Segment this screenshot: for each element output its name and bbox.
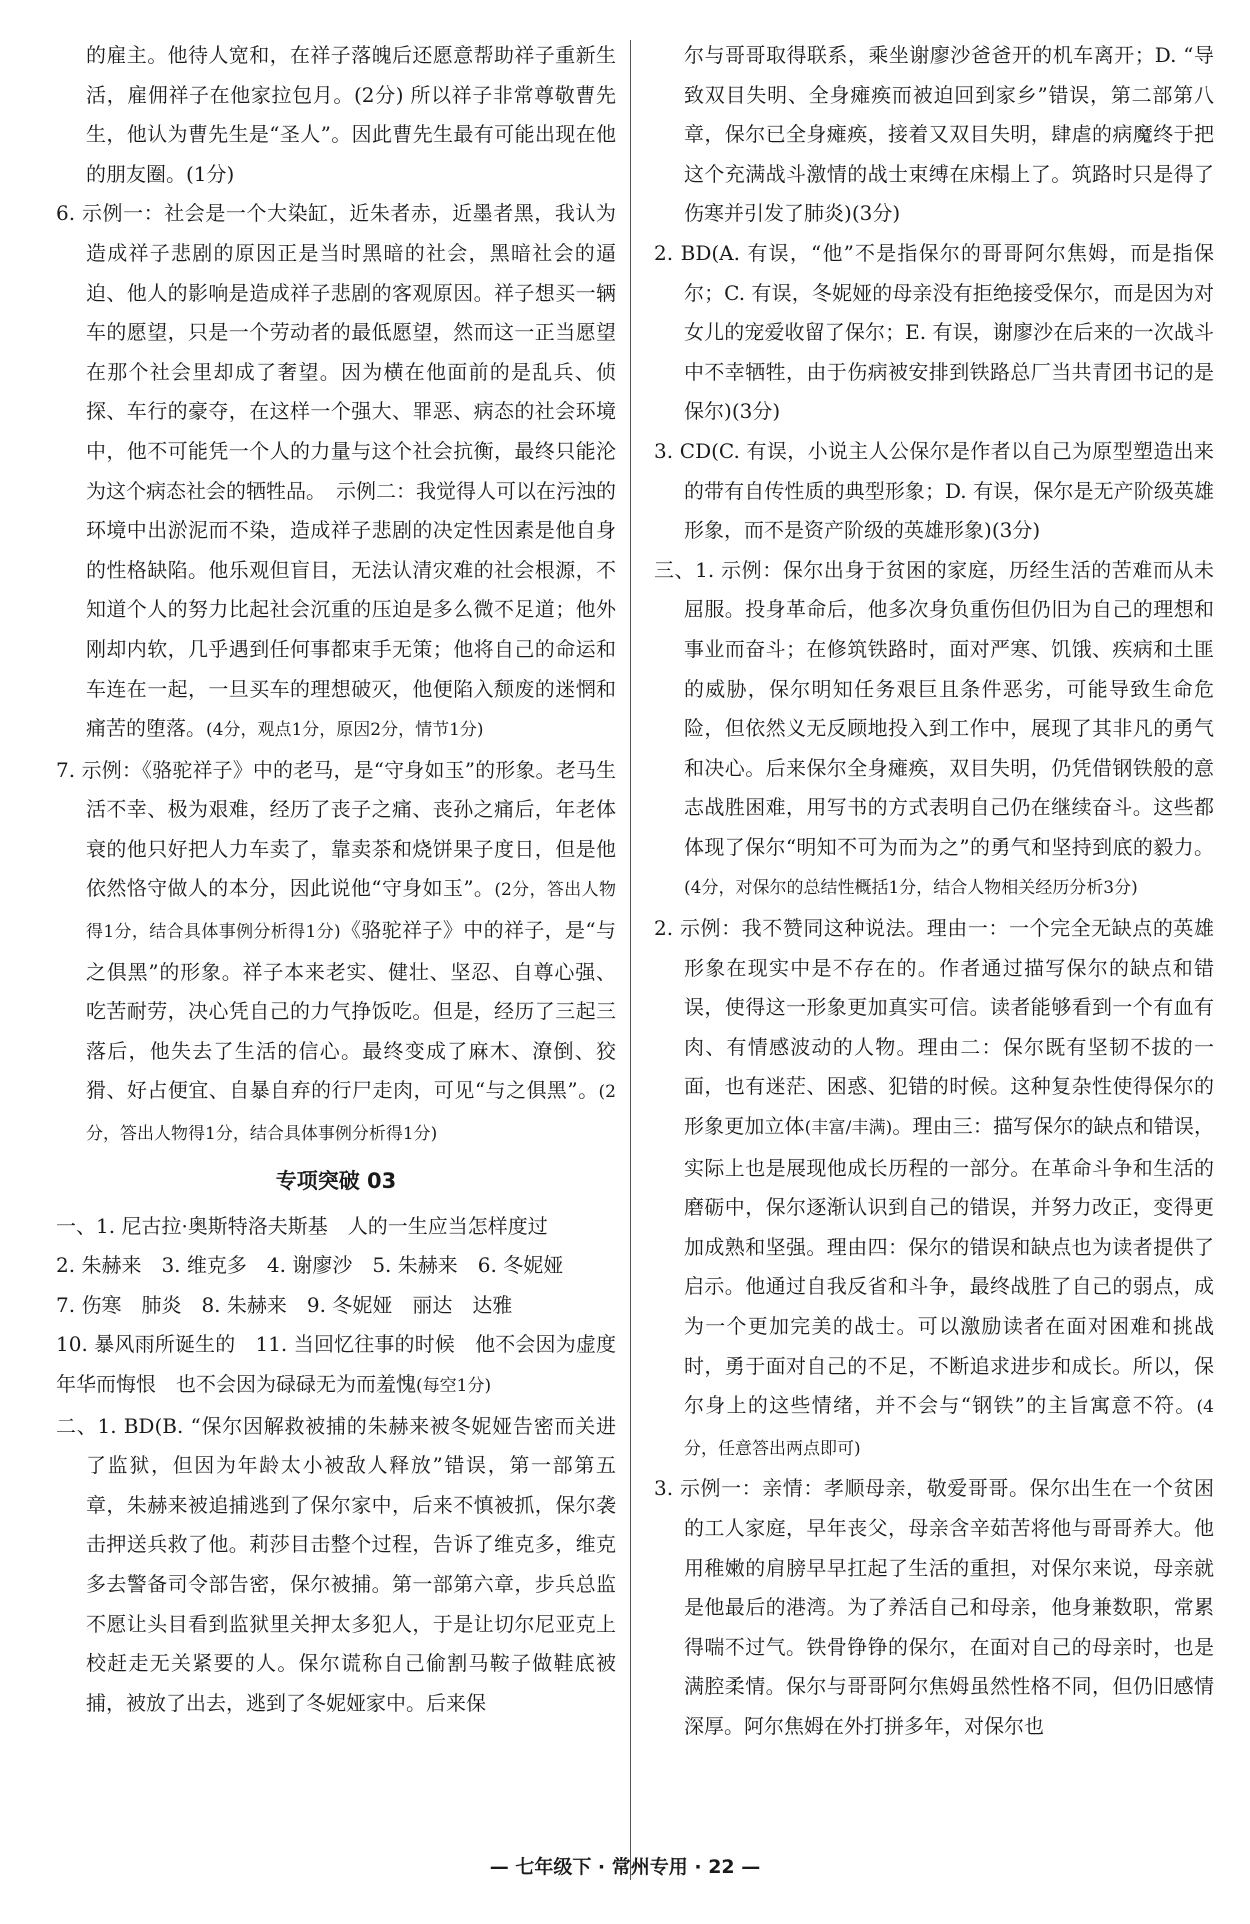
section-title: 专项突破 03: [275, 1168, 397, 1193]
column-divider: [630, 40, 631, 1880]
answer-7: 7. 示例：《骆驼祥子》中的老马，是“守身如玉”的形象。老马生活不幸、极为艰难，经历了丧子之痛、丧孙之痛后，年老体衰的他只好把人力车卖了，靠卖茶和烧饼果子度日，但是他依然恪守做人的本分，因此说他“守身如玉”。(2分，答出人物得1分，结合具体事例分析得1分)《骆驼祥子》中的祥子，是“与之俱黑”的形象。祥子本来老实、健壮、坚忍、自尊心强、吃苦耐劳，决心凭自己的力气挣饭吃。但是，经历了三起三落后，他失去了生活的信心。最终变成了麻木、潦倒、狡猾、好占便宜、自暴自弃的行尸走肉，可见“与之俱黑”。(2分，答出人物得1分，结合具体事例分析得1分): [56, 757, 617, 1145]
section2-item-3: 3. CD(C. 有误，小说主人公保尔是作者以自己为原型塑造出来的带有自传性质的典型形象；D. 有误，保尔是无产阶级英雄形象，而不是资产阶级的英雄形象)(3分): [654, 438, 1214, 543]
score-note: (2分，答出人物得1分，结合具体事例分析得1分): [86, 880, 617, 943]
page-footer: — 七年级下 · 常州专用 · 22 —: [489, 1856, 761, 1878]
score-note: (2分，答出人物得1分，结合具体事例分析得1分): [86, 1082, 616, 1145]
score-note: (每空1分): [416, 1376, 492, 1396]
answer-6: 6. 示例一：社会是一个大染缸，近朱者赤，近墨者黑，我认为造成祥子悲剧的原因正是当时黑暗的社会，黑暗社会的逼迫、他人的影响是造成祥子悲剧的客观原因。祥子想买一辆车的愿望，只是一个劳动者的最低愿望，然而这一正当愿望在那个社会里却成了奢望。因为横在他面前的是乱兵、侦探、车行的豪夺，在这样一个强大、罪恶、病态的社会环境中，他不可能凭一个人的力量与这个社会抗衡，最终只能沦为这个病态社会的牺牲品。 示例二：我觉得人可以在污浊的环境中出淤泥而不染，造成祥子悲剧的决定性因素是他自身的性格缺陷。他乐观但盲目，无法认清灾难的社会根源，不知道个人的努力比起社会沉重的压迫是多么微不足道；他外刚却内软，几乎遇到任何事都束手无策；他将自己的命运和车连在一起，一旦买车的理想破灭，他便陷入颓废的迷惘和痛苦的堕落。(4分，观点1分，原因2分，情节1分): [56, 201, 616, 741]
section1-items-10-11: 10. 暴风雨所诞生的 11. 当回忆往事的时候 他不会因为虚度年华而悔恨 也不会因为碌碌无为而羞愧(每空1分): [56, 1332, 616, 1396]
right-column: [654, 36, 1214, 1747]
section1-items-2-6: 2. 朱赫来 3. 维克多 4. 谢廖沙 5. 朱赫来 6. 冬妮娅: [56, 1253, 564, 1278]
paragraph-continued: 的雇主。他待人宽和，在祥子落魄后还愿意帮助祥子重新生活，雇佣祥子在他家拉包月。(2分) 所以祥子非常尊敬曹先生，他认为曹先生是“圣人”。因此曹先生最有可能出现在他的朋友圈。(1分): [86, 43, 616, 186]
section2-item-2: 2. BD(A. 有误，“他”不是指保尔的哥哥阿尔焦姆，而是指保尔；C. 有误，冬妮娅的母亲没有拒绝接受保尔，而是因为对女儿的宠爱收留了保尔；E. 有误，谢廖沙在后来的一次战斗中不幸牺牲，由于伤病被安排到铁路总厂当共青团书记的是保尔)(3分): [654, 240, 1214, 424]
section2-item-1: 二、1. BD(B. “保尔因解救被捕的朱赫来被冬妮娅告密而关进了监狱，但因为年龄太小被敌人释放”错误，第一部第五章，朱赫来被追捕逃到了保尔家中，后来不慎被抓，保尔袭击押送兵救了他。莉莎目击整个过程，告诉了维克多，维克多去警备司令部告密，保尔被捕。第一部第六章，步兵总监不愿让头目看到监狱里关押太多犯人，于是让切尔尼亚克上校赶走无关紧要的人。保尔谎称自己偷割马鞍子做鞋底被捕，被放了出去，逃到了冬妮娅家中。后来保: [56, 1413, 616, 1715]
left-column: [56, 36, 616, 1723]
section1-items-7-9: 7. 伤寒 肺炎 8. 朱赫来 9. 冬妮娅 丽达 达雅: [56, 1292, 513, 1317]
paragraph-continued: 尔与哥哥取得联系，乘坐谢廖沙爸爸开的机车离开；D. “导致双目失明、全身瘫痪而被迫回到家乡”错误，第二部第八章，保尔已全身瘫痪，接着又双目失明，肆虐的病魔终于把这个充满战斗激情的战士束缚在床榻上了。筑路时只是得了伤寒并引发了肺炎)(3分): [684, 43, 1214, 226]
section1-item-1: 一、1. 尼古拉·奥斯特洛夫斯基 人的一生应当怎样度过: [56, 1213, 548, 1238]
score-note: (4分，对保尔的总结性概括1分，结合人物相关经历分析3分): [684, 878, 1138, 899]
section3-item-1: 三、1. 示例：保尔出身于贫困的家庭，历经生活的苦难而从未屈服。投身革命后，他多次身负重伤但仍旧为自己的理想和事业而奋斗；在修筑铁路时，面对严寒、饥饿、疾病和土匪的威胁，保尔明知任务艰巨且条件恶劣，可能导致生命危险，但依然义无反顾地投入到工作中，展现了其非凡的勇气和决心。后来保尔全身瘫痪，双目失明，仍凭借钢铁般的意志战胜困难，用写书的方式表明自己仍在继续奋斗。这些都体现了保尔“明知不可为而为之”的勇气和坚持到底的毅力。(4分，对保尔的总结性概括1分，结合人物相关经历分析3分): [654, 557, 1214, 899]
score-note: (4分，观点1分，原因2分，情节1分): [206, 720, 484, 741]
score-note: (4分，任意答出两点即可): [684, 1397, 1214, 1459]
section3-item-2: 2. 示例：我不赞同这种说法。理由一：一个完全无缺点的英雄形象在现实中是不存在的。作者通过描写保尔的缺点和错误，使得这一形象更加真实可信。读者能够看到一个有血有肉、有情感波动的人物。理由二：保尔既有坚韧不拔的一面，也有迷茫、困惑、犯错的时候。这种复杂性使得保尔的形象更加立体(丰富/丰满)。理由三：描写保尔的缺点和错误，实际上也是展现他成长历程的一部分。在革命斗争和生活的磨砺中，保尔逐渐认识到自己的错误，并努力改正，变得更加成熟和坚强。理由四：保尔的错误和缺点也为读者提供了启示。他通过自我反省和斗争，最终战胜了自己的弱点，成为一个更加完美的战士。可以激励读者在面对困难和挑战时，勇于面对自己的不足，不断追求进步和成长。所以，保尔身上的这些情绪，并不会与“钢铁”的主旨寓意不符。(4分，任意答出两点即可): [654, 916, 1215, 1459]
section3-item-3: 3. 示例一：亲情：孝顺母亲，敬爱哥哥。保尔出生在一个贫困的工人家庭，早年丧父，母亲含辛茹苦将他与哥哥养大。他用稚嫩的肩膀早早扛起了生活的重担，对保尔来说，母亲就是他最后的港湾。为了养活自己和母亲，他身兼数职，常累得喘不过气。铁骨铮铮的保尔，在面对自己的母亲时，也是满腔柔情。保尔与哥哥阿尔焦姆虽然性格不同，但仍旧感情深厚。阿尔焦姆在外打拼多年，对保尔也: [654, 1476, 1214, 1738]
